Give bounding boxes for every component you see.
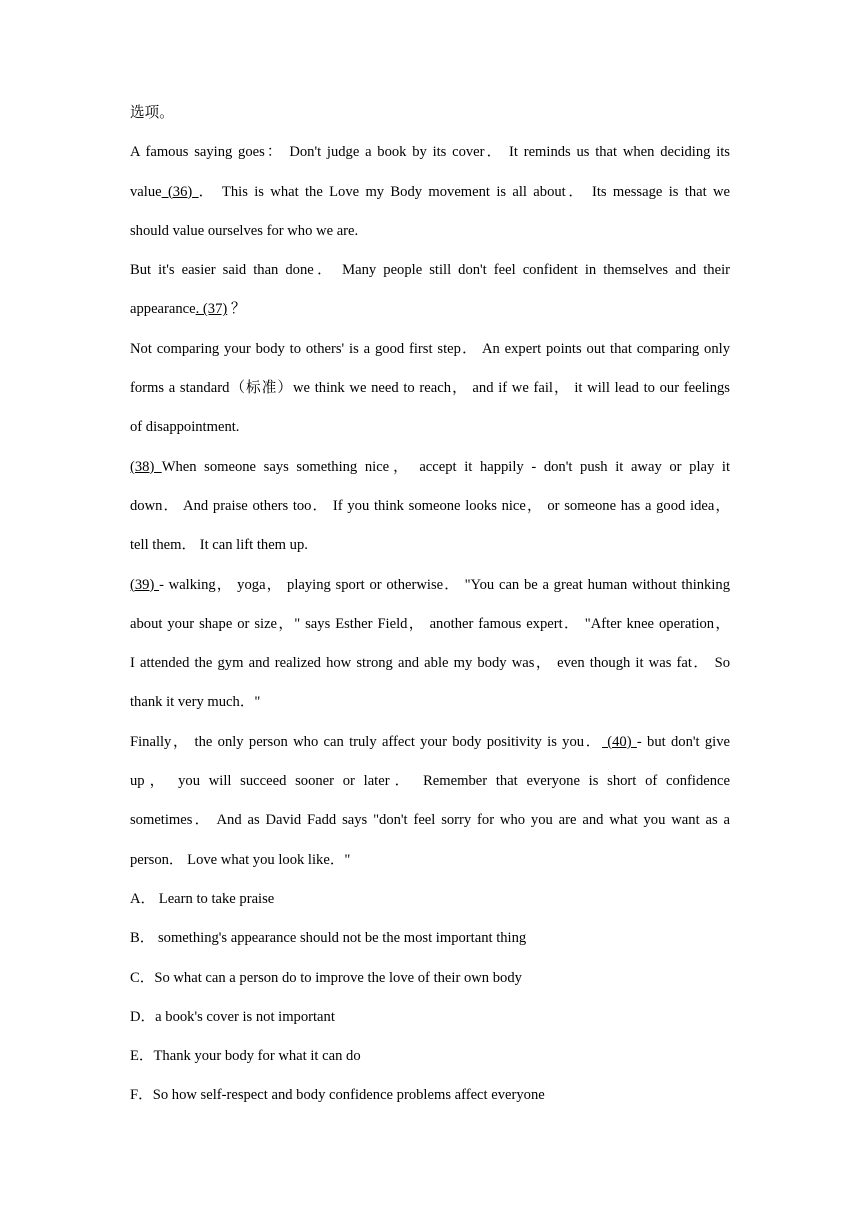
option-text: So how self-respect and body confidence problems affect everyone bbox=[152, 1087, 545, 1104]
para2-text-before: appearance bbox=[130, 301, 196, 318]
option-e bbox=[130, 1043, 730, 1082]
para1-line3: should value ourselves for who we are. bbox=[130, 222, 359, 239]
option-text: something's appearance should not be the most important thing bbox=[154, 930, 527, 947]
blank-36: (36) bbox=[161, 183, 199, 200]
para5-line1 bbox=[130, 572, 730, 611]
para5-line2: about your shape or size，" says Esther Field， another famous expert． "After knee operation， bbox=[130, 615, 730, 632]
option-text: a book's cover is not important bbox=[155, 1008, 335, 1025]
para4-line2: down． And praise others too． If you think someone looks nice， or someone has a good idea， bbox=[130, 497, 730, 514]
para4-line3: tell them． It can lift them up. bbox=[130, 537, 308, 554]
heading-fragment: 选项。 bbox=[130, 105, 174, 121]
para6-text-after: - but don't give bbox=[636, 733, 730, 750]
blank-40: (40) bbox=[601, 733, 637, 750]
option-text: So what can a person do to improve the love of their own body bbox=[154, 969, 522, 986]
blank-37: . (37) bbox=[195, 301, 228, 318]
para2-text-after: ？ bbox=[227, 301, 246, 318]
para6-line3: sometimes． And as David Fadd says "don't feel sorry for who you are and what you want as a bbox=[130, 812, 730, 829]
option-f bbox=[130, 1082, 730, 1121]
option-text: Thank your body for what it can do bbox=[153, 1048, 361, 1065]
document-page bbox=[130, 100, 730, 1122]
option-c bbox=[130, 965, 730, 1004]
para1-text-before: value bbox=[130, 183, 162, 200]
option-text: Learn to take praise bbox=[155, 890, 275, 907]
option-letter: A． bbox=[130, 890, 156, 907]
para6-line2: up， you will succeed sooner or later． Remember that everyone is short of confidence bbox=[130, 773, 730, 790]
para3-line1: Not comparing your body to others' is a good first step． An expert points out that comparing only bbox=[130, 340, 730, 357]
para3-line3: of disappointment. bbox=[130, 419, 240, 436]
option-letter: B． bbox=[130, 930, 155, 947]
para5-line4: thank it very much．" bbox=[130, 694, 261, 711]
para4-line1 bbox=[130, 454, 730, 493]
para6-line1 bbox=[130, 729, 730, 768]
option-letter: D． bbox=[130, 1008, 156, 1025]
option-letter: F． bbox=[130, 1087, 153, 1104]
para2-line2 bbox=[130, 296, 730, 335]
para6-line4: person． Love what you look like．" bbox=[130, 851, 351, 868]
option-letter: E． bbox=[130, 1048, 154, 1065]
para3-line2: forms a standard（标准）we think we need to reach， and if we fail， it will lead to our feelings bbox=[130, 380, 730, 397]
para5-text: - walking， yoga， playing sport or otherwise． "You can be a great human without thinking bbox=[159, 576, 731, 593]
blank-38: (38) bbox=[130, 458, 162, 475]
para6-text-before: Finally， the only person who can truly affect your body positivity is you． bbox=[130, 733, 602, 750]
option-letter: C． bbox=[130, 969, 155, 986]
para1-line1: A famous saying goes： Don't judge a book by its cover． It reminds us that when deciding its bbox=[130, 144, 730, 161]
option-d bbox=[130, 1004, 730, 1043]
para1-line2 bbox=[130, 179, 730, 218]
para1-text-after: ． This is what the Love my Body movement is all about． Its message is that we bbox=[198, 183, 730, 200]
option-b bbox=[130, 925, 730, 964]
blank-39: (39) bbox=[130, 576, 160, 593]
para4-text: When someone says something nice， accept it happily - don't push it away or play it bbox=[161, 458, 731, 475]
para5-line3: I attended the gym and realized how strong and able my body was， even though it was fat． So bbox=[130, 655, 730, 672]
para2-line1: But it's easier said than done． Many people still don't feel confident in themselves and their bbox=[130, 262, 730, 279]
option-a bbox=[130, 886, 730, 925]
